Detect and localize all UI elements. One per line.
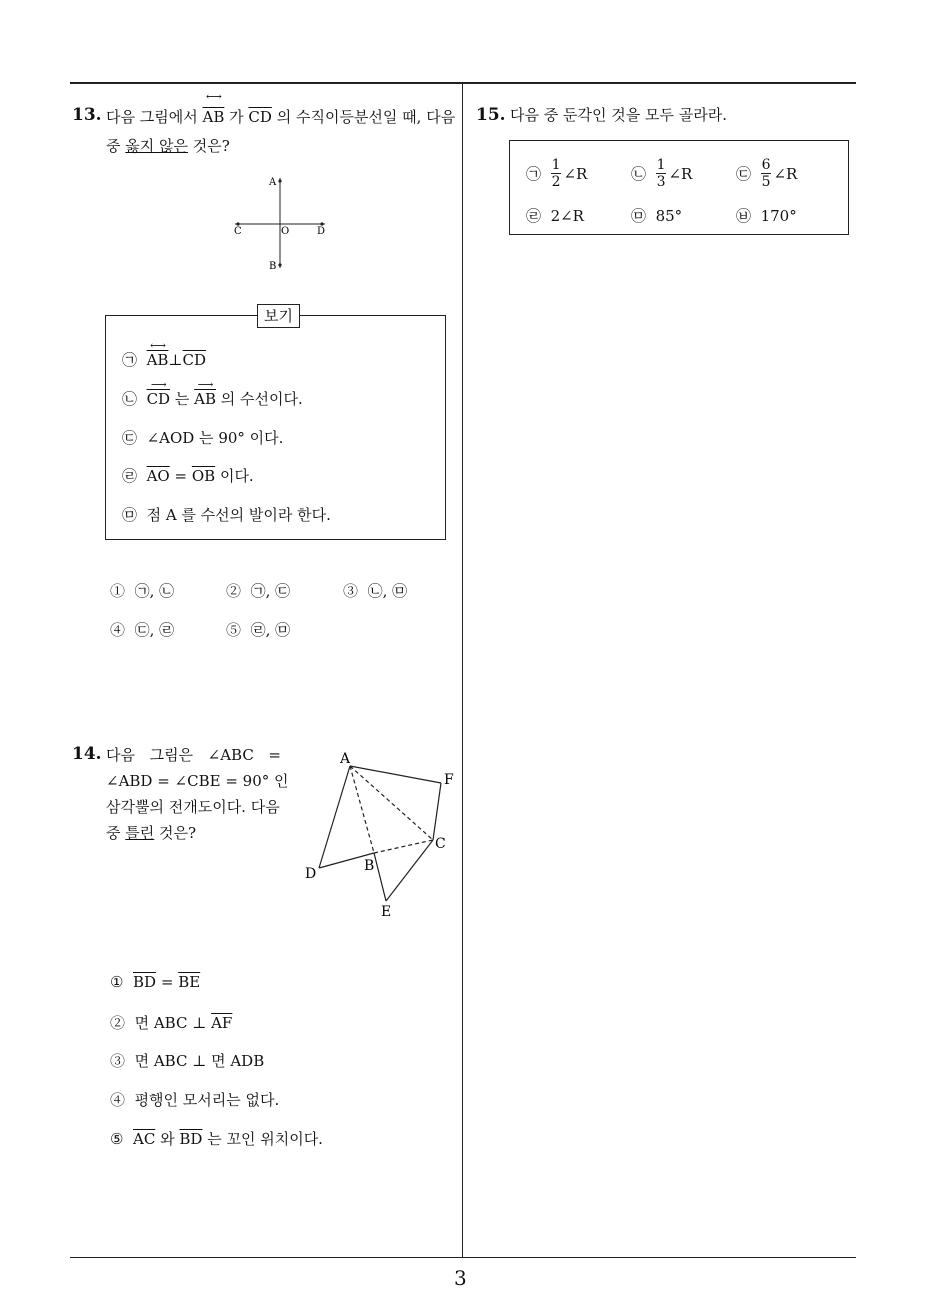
label-b: B — [269, 261, 277, 272]
bogi-item-4: ㉣ $\overline{AO} = \overline{OB}$ 이다. — [122, 467, 254, 485]
page-number: 3 — [454, 1266, 467, 1290]
q15-option-3[interactable]: ㉢ $\frac{6}{5}$ ∠R — [736, 157, 798, 190]
line-arrow-icon: ⟷ — [150, 339, 165, 352]
edge-fc — [433, 783, 441, 840]
label-e: E — [381, 904, 392, 920]
q14-choice-2[interactable]: ② 면 ABC ⊥ $\overline{AF}$ — [110, 1014, 233, 1032]
q14-stem-line1: 다음 그림은 ∠ABC = — [106, 746, 281, 764]
q13-segment-cd: $\overline{CD}$ — [248, 108, 272, 126]
q14-choice-5[interactable]: ⑤ $\overline{AC}$ 와 $\overline{BD}$ 는 꼬인 위치이다. — [110, 1130, 323, 1148]
label-d: D — [317, 226, 326, 237]
q13-number: 13. — [72, 105, 102, 125]
q15-number: 15. — [476, 105, 506, 125]
line-arrow-icon: ⟷ — [206, 90, 221, 103]
q15-option-4[interactable]: ㉣ 2∠R — [526, 207, 584, 225]
ray-arrow-icon: ⟶ — [150, 378, 166, 391]
q14-stem-line2: ∠ABD = ∠CBE = 90° 인 — [106, 772, 289, 790]
label-c: C — [234, 226, 242, 237]
q13-choice-4[interactable]: ④ ㉢, ㉣ — [110, 621, 175, 639]
fold-ac — [350, 766, 433, 840]
fold-ab — [350, 766, 374, 853]
q14-stem-line4: 중 틀린 것은? — [106, 824, 197, 842]
label-f: F — [444, 772, 454, 788]
q13-choice-2[interactable]: ② ㉠, ㉢ — [226, 582, 291, 600]
q14-number: 14. — [72, 744, 102, 764]
q14-choice-3[interactable]: ③ 면 ABC ⊥ 면 ADB — [110, 1052, 265, 1070]
q15-stem: 다음 중 둔각인 것을 모두 골라라. — [510, 106, 727, 124]
edge-ec — [386, 840, 433, 901]
q13-underlined-keyword: 옳지 않은 — [125, 137, 189, 155]
q13-stem-line2: 중 옳지 않은 것은? — [106, 137, 230, 155]
bogi-item-2: ㉡ ⟶ $\overline{CD}$ 는 ⟶ $\overline{AB}$ 의 수선이다. — [122, 378, 303, 408]
q14-stem-line3: 삼각뿔의 전개도이다. 다음 — [106, 798, 280, 816]
label-a: A — [340, 751, 351, 767]
q14-underlined-keyword: 틀린 — [125, 824, 155, 842]
q13-choice-5[interactable]: ⑤ ㉣, ㉤ — [226, 621, 291, 639]
label-o: O — [281, 226, 290, 237]
q15-option-1[interactable]: ㉠ $\frac{1}{2}$ ∠R — [526, 157, 588, 190]
q14-figure — [295, 748, 470, 923]
point-a — [278, 179, 281, 182]
edge-ad — [319, 766, 350, 868]
ray-arrow-icon: ⟶ — [197, 378, 213, 391]
q13-line-ab: ⟷ $\overline{AB}$ — [202, 90, 225, 126]
label-a: A — [269, 177, 277, 188]
q15-option-6[interactable]: ㉥ 170° — [736, 207, 797, 225]
q13-stem-text: 다음 그림에서 — [106, 108, 198, 126]
label-b: B — [364, 858, 375, 874]
edge-af — [350, 766, 441, 783]
q13-figure — [225, 170, 335, 275]
edge-be — [374, 853, 386, 901]
q13-choice-1[interactable]: ① ㉠, ㉡ — [110, 582, 175, 600]
bogi-item-3: ㉢ ∠AOD 는 90° 이다. — [122, 429, 284, 447]
point-b — [278, 263, 281, 266]
label-c: C — [435, 836, 446, 852]
q13-choice-3[interactable]: ③ ㉡, ㉤ — [343, 582, 408, 600]
q14-choice-1[interactable]: ① $\overline{BD} = \overline{BE}$ — [110, 973, 201, 991]
bogi-item-5: ㉤ 점 A 를 수선의 발이라 한다. — [122, 506, 331, 524]
bogi-title: 보기 — [257, 304, 300, 328]
q15-option-5[interactable]: ㉤ 85° — [631, 207, 683, 225]
column-divider — [462, 83, 463, 1258]
top-rule — [70, 82, 856, 84]
q13-stem-line1: 다음 그림에서 ⟷ $\overline{AB}$ 가 $\overline{CD}$ 의 수직이등분선일 때, 다음 — [106, 102, 455, 132]
label-d: D — [305, 866, 317, 882]
bottom-rule — [70, 1257, 856, 1258]
bogi-item-1: ㉠ ⟷ $\overline{AB}\perp\overline{CD}$ — [122, 339, 207, 369]
q14-choice-4[interactable]: ④ 평행인 모서리는 없다. — [110, 1091, 280, 1109]
q15-option-2[interactable]: ㉡ $\frac{1}{3}$ ∠R — [631, 157, 693, 190]
